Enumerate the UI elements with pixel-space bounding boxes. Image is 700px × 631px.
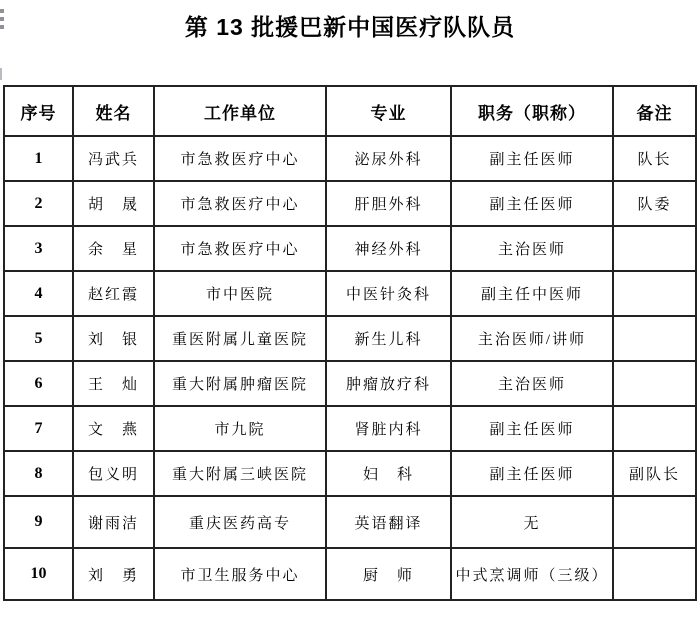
table-row — [4, 181, 696, 226]
cell-notes — [613, 496, 696, 548]
page-title: 第 13 批援巴新中国医疗队队员 — [184, 14, 516, 40]
cell-serial: 1 — [4, 136, 73, 181]
col-header-serial: 序号 — [4, 86, 73, 136]
cell-specialty: 厨 师 — [326, 548, 451, 600]
cell-position: 副主任医师 — [451, 136, 613, 181]
cell-serial: 4 — [4, 271, 73, 316]
cell-specialty: 神经外科 — [326, 226, 451, 271]
cell-notes: 队长 — [613, 136, 696, 181]
cell-serial: 6 — [4, 361, 73, 406]
cell-notes — [613, 361, 696, 406]
table-header-row — [4, 86, 696, 136]
cell-serial: 10 — [4, 548, 73, 600]
cell-notes — [613, 226, 696, 271]
cell-name: 赵红霞 — [73, 271, 154, 316]
table-row — [4, 316, 696, 361]
table-row — [4, 451, 696, 496]
medical-team-roster-table — [3, 85, 697, 601]
cell-name: 刘 勇 — [73, 548, 154, 600]
cell-position: 副主任医师 — [451, 181, 613, 226]
cell-notes — [613, 271, 696, 316]
col-header-work-unit: 工作单位 — [154, 86, 326, 136]
cell-notes — [613, 548, 696, 600]
cell-serial: 9 — [4, 496, 73, 548]
cell-position: 主治医师/讲师 — [451, 316, 613, 361]
col-header-notes: 备注 — [613, 86, 696, 136]
table-row — [4, 136, 696, 181]
cell-position: 主治医师 — [451, 361, 613, 406]
cell-position: 无 — [451, 496, 613, 548]
cell-notes — [613, 316, 696, 361]
cell-position: 副主任医师 — [451, 406, 613, 451]
cell-specialty: 肿瘤放疗科 — [326, 361, 451, 406]
cell-work-unit: 市中医院 — [154, 271, 326, 316]
cell-work-unit: 市卫生服务中心 — [154, 548, 326, 600]
cell-work-unit: 重大附属肿瘤医院 — [154, 361, 326, 406]
table-row — [4, 406, 696, 451]
cell-specialty: 泌尿外科 — [326, 136, 451, 181]
cell-name: 冯武兵 — [73, 136, 154, 181]
cell-work-unit: 重医附属儿童医院 — [154, 316, 326, 361]
cell-serial: 8 — [4, 451, 73, 496]
cell-name: 谢雨洁 — [73, 496, 154, 548]
cell-specialty: 妇 科 — [326, 451, 451, 496]
cell-serial: 2 — [4, 181, 73, 226]
cell-work-unit: 重大附属三峡医院 — [154, 451, 326, 496]
cell-work-unit: 重庆医药高专 — [154, 496, 326, 548]
cell-name: 包义明 — [73, 451, 154, 496]
cell-work-unit: 市急救医疗中心 — [154, 181, 326, 226]
table-row — [4, 548, 696, 600]
cell-position: 副主任中医师 — [451, 271, 613, 316]
cell-work-unit: 市九院 — [154, 406, 326, 451]
cell-name: 刘 银 — [73, 316, 154, 361]
col-header-name: 姓名 — [73, 86, 154, 136]
table-row — [4, 496, 696, 548]
cell-position: 中式烹调师（三级） — [451, 548, 613, 600]
cell-specialty: 肝胆外科 — [326, 181, 451, 226]
cell-notes: 队委 — [613, 181, 696, 226]
cell-serial: 5 — [4, 316, 73, 361]
cell-specialty: 中医针灸科 — [326, 271, 451, 316]
cell-name: 余 星 — [73, 226, 154, 271]
cell-serial: 7 — [4, 406, 73, 451]
cell-position: 副主任医师 — [451, 451, 613, 496]
col-header-specialty: 专业 — [326, 86, 451, 136]
table-row — [4, 226, 696, 271]
cell-position: 主治医师 — [451, 226, 613, 271]
edge-line-artifact — [0, 68, 2, 80]
cell-notes — [613, 406, 696, 451]
cell-serial: 3 — [4, 226, 73, 271]
cell-specialty: 英语翻译 — [326, 496, 451, 548]
col-header-position: 职务（职称） — [451, 86, 613, 136]
cell-work-unit: 市急救医疗中心 — [154, 136, 326, 181]
cell-notes: 副队长 — [613, 451, 696, 496]
cell-specialty: 肾脏内科 — [326, 406, 451, 451]
table-row — [4, 361, 696, 406]
table-row — [4, 271, 696, 316]
cell-name: 王 灿 — [73, 361, 154, 406]
cell-specialty: 新生儿科 — [326, 316, 451, 361]
cell-name: 胡 晟 — [73, 181, 154, 226]
cell-work-unit: 市急救医疗中心 — [154, 226, 326, 271]
cell-name: 文 燕 — [73, 406, 154, 451]
